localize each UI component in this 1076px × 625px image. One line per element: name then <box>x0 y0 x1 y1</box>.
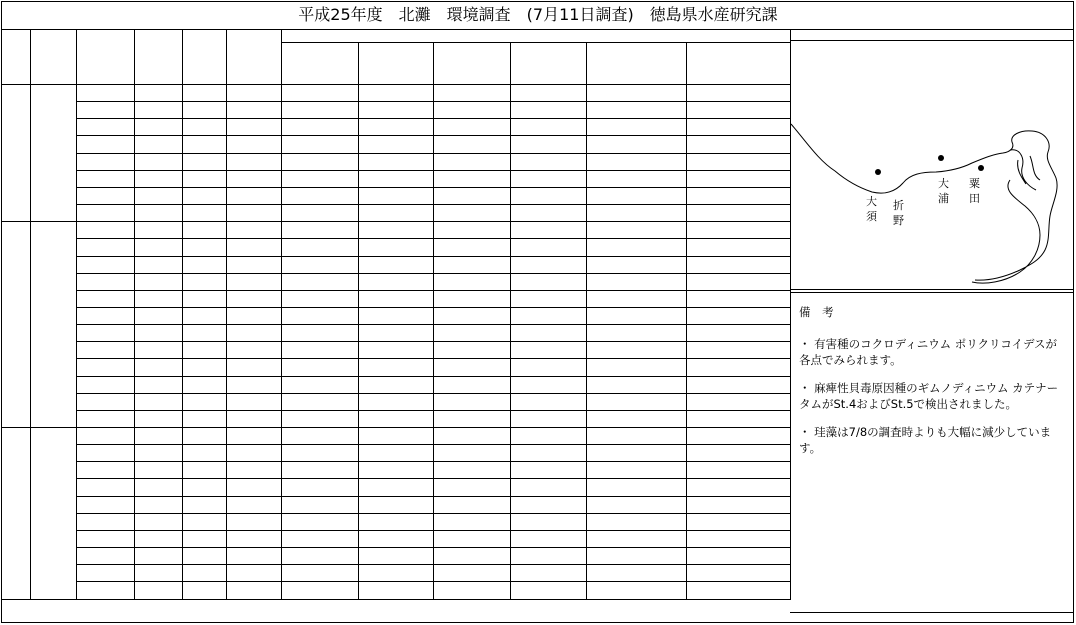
station-marker <box>875 169 881 175</box>
remark-item: ・ 有害種のコクロディニウム ポリクリコイデスが各点でみられます。 <box>799 337 1058 367</box>
remark-item: ・ 珪藻は7/8の調査時よりも大幅に減少しています。 <box>799 425 1052 455</box>
place-name: 大 <box>938 177 949 190</box>
place-name: 田 <box>969 192 980 205</box>
station-marker <box>938 155 944 161</box>
place-name: 野 <box>893 214 904 227</box>
page-title: 平成25年度 北灘 環境調査 (7月11日調査) 徳島県水産研究課 <box>298 5 778 24</box>
remark-item: ・ 麻痺性貝毒原因種のギムノディニウム カテナータムがSt.4およびSt.5で検出されました。 <box>799 381 1059 411</box>
remarks-heading: 備 考 <box>799 305 838 319</box>
place-name: 粟 <box>969 177 980 190</box>
place-name: 折 <box>893 199 904 212</box>
coastline <box>791 124 1057 283</box>
coastline-inner <box>1010 150 1040 190</box>
place-name: 浦 <box>938 192 949 205</box>
remarks-box <box>799 304 1064 468</box>
place-name: 須 <box>866 210 877 223</box>
station-marker <box>978 165 984 171</box>
place-name: 大 <box>866 195 877 208</box>
